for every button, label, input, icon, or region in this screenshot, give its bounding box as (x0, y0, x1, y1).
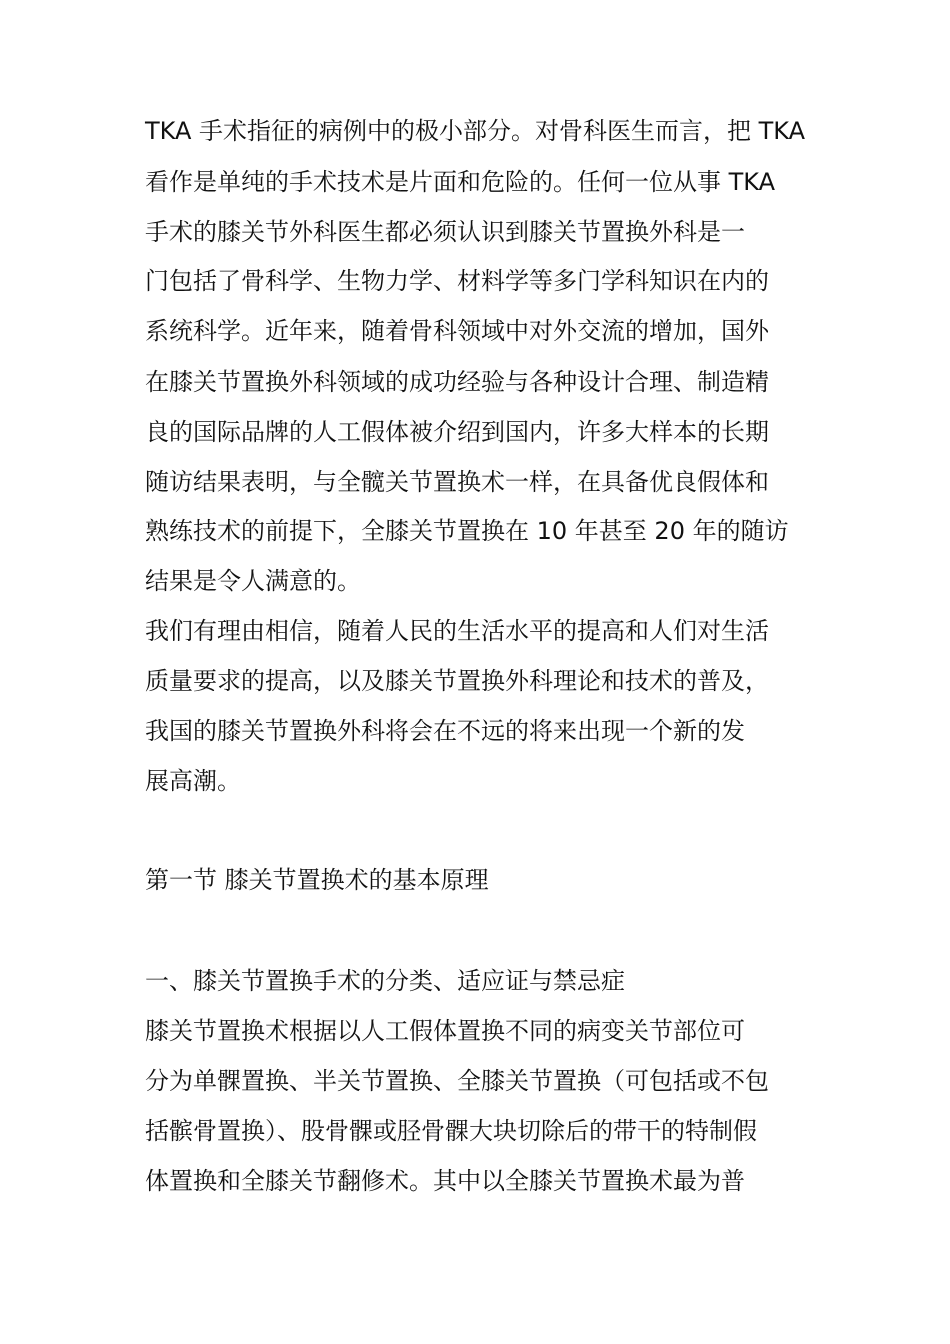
paragraph-line: 门包括了骨科学、生物力学、材料学等多门学科知识在内的 (145, 267, 769, 295)
paragraph-line: 手术的膝关节外科医生都必须认识到膝关节置换外科是一 (145, 218, 745, 246)
paragraph-line: 看作是单纯的手术技术是片面和危险的。任何一位从事 TKA (145, 168, 776, 196)
paragraph-line: 良的国际品牌的人工假体被介绍到国内，许多大样本的长期 (145, 418, 769, 446)
paragraph-line: 在膝关节置换外科领域的成功经验与各种设计合理、制造精 (145, 368, 769, 396)
paragraph-line: 质量要求的提高，以及膝关节置换外科理论和技术的普及， (145, 667, 769, 695)
paragraph-line: 随访结果表明，与全髋关节置换术一样，在具备优良假体和 (145, 468, 769, 496)
section-heading: 第一节 膝关节置换术的基本原理 (145, 866, 489, 894)
paragraph-line: 括髌骨置换）、股骨髁或胫骨髁大块切除后的带干的特制假 (145, 1117, 757, 1145)
subsection-heading: 一、膝关节置换手术的分类、适应证与禁忌症 (145, 967, 625, 995)
paragraph-line: 熟练技术的前提下，全膝关节置换在 10 年甚至 20 年的随访 (145, 517, 789, 545)
paragraph-line: 体置换和全膝关节翻修术。其中以全膝关节置换术最为普 (145, 1167, 745, 1195)
paragraph-line: 我们有理由相信，随着人民的生活水平的提高和人们对生活 (145, 617, 769, 645)
paragraph-line: 我国的膝关节置换外科将会在不远的将来出现一个新的发 (145, 717, 745, 745)
paragraph-line: 结果是令人满意的。 (145, 567, 361, 595)
paragraph-line: 分为单髁置换、半关节置换、全膝关节置换（可包括或不包 (145, 1067, 769, 1095)
paragraph-line: 膝关节置换术根据以人工假体置换不同的病变关节部位可 (145, 1017, 745, 1045)
paragraph-line: 展高潮。 (145, 767, 241, 795)
paragraph-line: TKA 手术指征的病例中的极小部分。对骨科医生而言，把 TKA (145, 117, 806, 145)
paragraph-line: 系统科学。近年来，随着骨科领域中对外交流的增加，国外 (145, 317, 769, 345)
